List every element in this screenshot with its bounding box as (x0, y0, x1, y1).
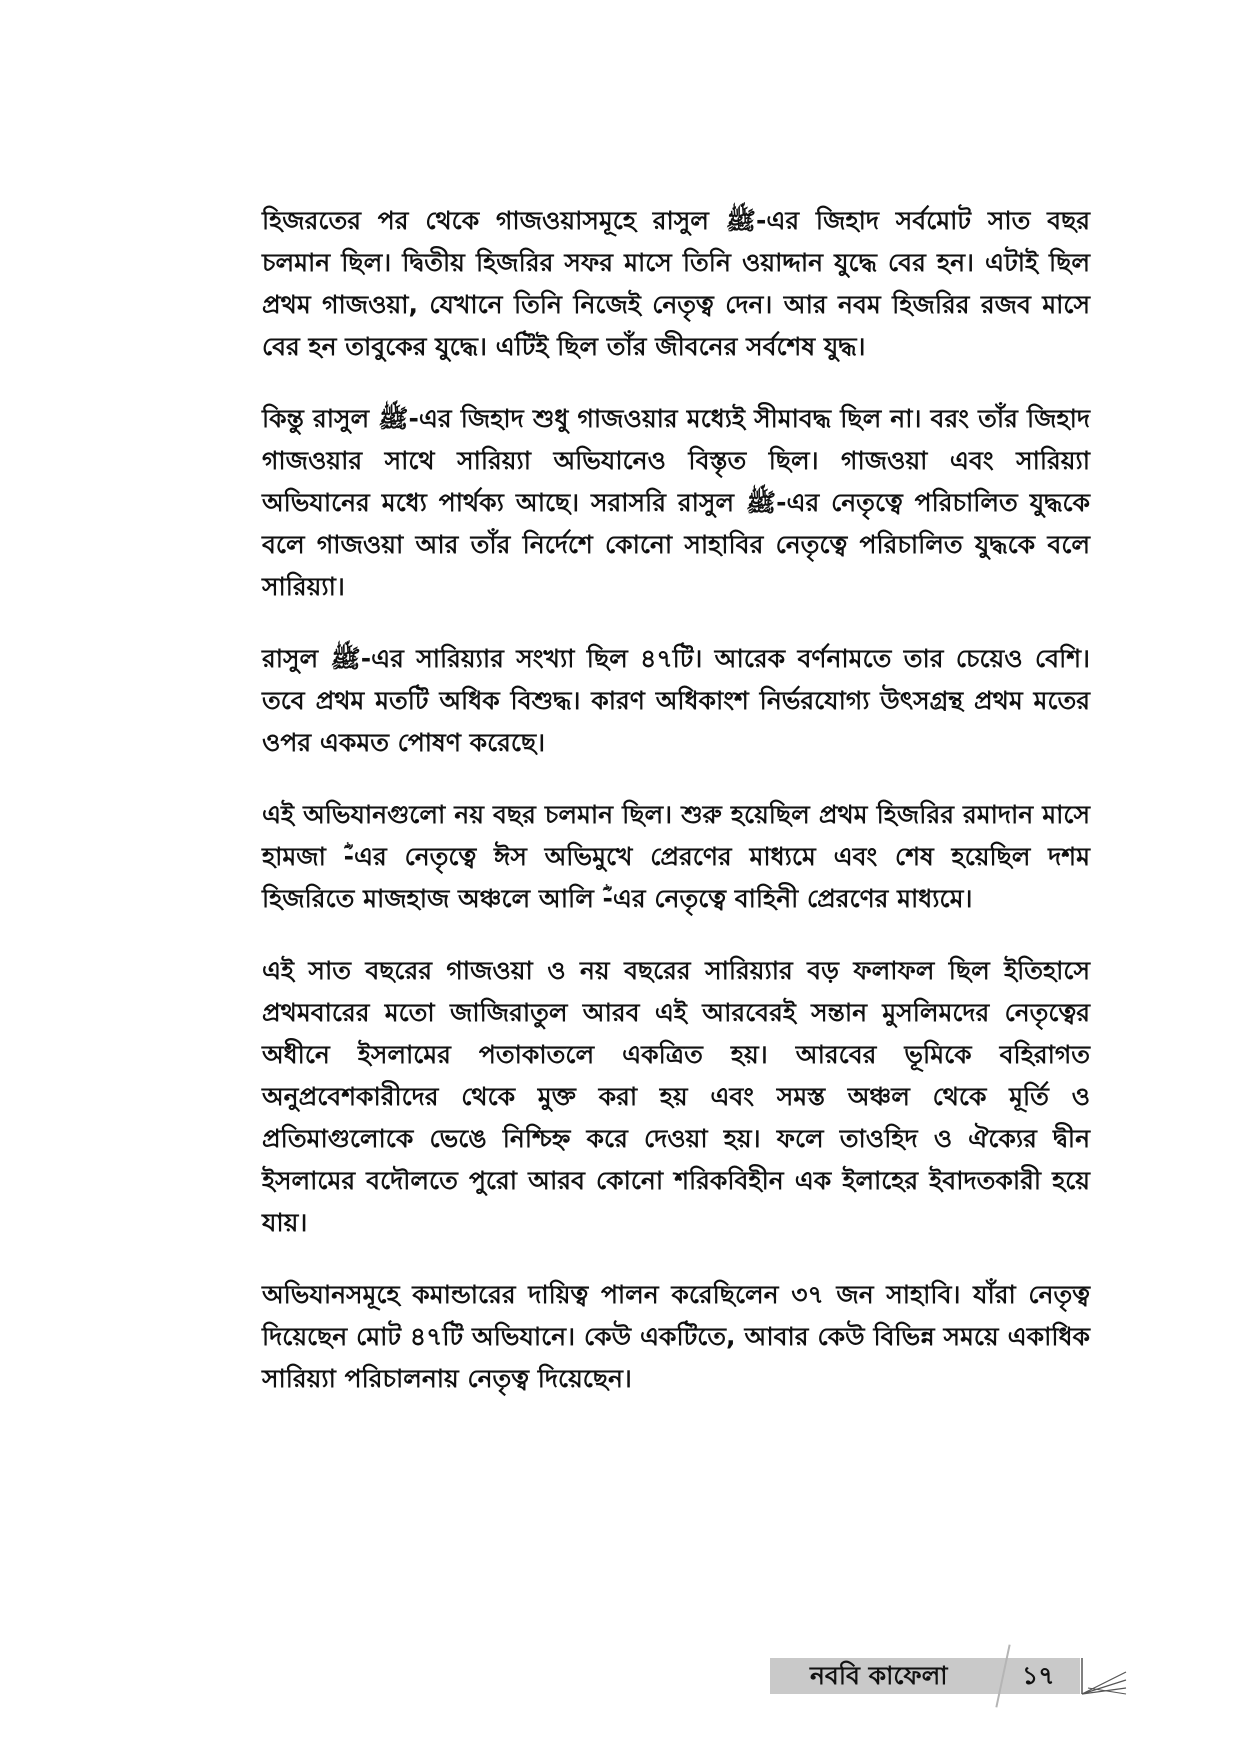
paragraph-1: হিজরতের পর থেকে গাজওয়াসমূহে রাসুল ﷺ-এর জিহাদ সর্বমোট সাত বছর চলমান ছিল। দ্বিতীয় হিজরির সফর মাসে তিনি ওয়াদ্দান যুদ্ধে বের হন। এটাই ছিল প্রথম গাজওয়া, যেখানে তিনি নিজেই নেতৃত্ব দেন। আর নবম হিজরির রজব মাসে বের হন তাবুকের যুদ্ধে। এটিই ছিল তাঁর জীবনের সর্বশেষ যুদ্ধ। (262, 206, 1090, 361)
page-footer (770, 1652, 1130, 1700)
page-corner-icon (1080, 1652, 1128, 1700)
paragraph-2: কিন্তু রাসুল ﷺ-এর জিহাদ শুধু গাজওয়ার মধ্যেই সীমাবদ্ধ ছিল না। বরং তাঁর জিহাদ গাজওয়ার সাথে সারিয়্যা অভিযানেও বিস্তৃত ছিল। গাজওয়া এবং সারিয়্যা অভিযানের মধ্যে পার্থক্য আছে। সরাসরি রাসুল ﷺ-এর নেতৃত্বে পরিচালিত যুদ্ধকে বলে গাজওয়া আর তাঁর নির্দেশে কোনো সাহাবির নেতৃত্বে পরিচালিত যুদ্ধকে বলে সারিয়্যা। (262, 404, 1090, 601)
paragraph-4: এই অভিযানগুলো নয় বছর চলমান ছিল। শুরু হয়েছিল প্রথম হিজরির রমাদান মাসে হামজা ؓ-এর নেতৃত্বে ঈস অভিমুখে প্রেরণের মাধ্যমে এবং শেষ হয়েছিল দশম হিজরিতে মাজহাজ অঞ্চলে আলি ؓ-এর নেতৃত্বে বাহিনী প্রেরণের মাধ্যমে। (262, 800, 1090, 913)
body-text (262, 200, 1090, 1430)
footer-book-title: নববি কাফেলা (810, 1661, 948, 1690)
page-number: ১৭ (1022, 1661, 1055, 1690)
paragraph-5: এই সাত বছরের গাজওয়া ও নয় বছরের সারিয়্যার বড় ফলাফল ছিল ইতিহাসে প্রথমবারের মতো জাজিরাতুল আরব এই আরবেরই সন্তান মুসলিমদের নেতৃত্বের অধীনে ইসলামের পতাকাতলে একত্রিত হয়। আরবের ভূমিকে বহিরাগত অনুপ্রবেশকারীদের থেকে মুক্ত করা হয় এবং সমস্ত অঞ্চল থেকে মূর্তি ও প্রতিমাগুলোকে ভেঙে নিশ্চিহ্ন করে দেওয়া হয়। ফলে তাওহিদ ও ঐক্যের দ্বীন ইসলামের বদৌলতে পুরো আরব কোনো শরিকবিহীন এক ইলাহের ইবাদতকারী হয়ে যায়। (262, 956, 1090, 1237)
paragraph-6: অভিযানসমূহে কমান্ডারের দায়িত্ব পালন করেছিলেন ৩৭ জন সাহাবি। যাঁরা নেতৃত্ব দিয়েছেন মোট ৪৭টি অভিযানে। কেউ একটিতে, আবার কেউ বিভিন্ন সময়ে একাধিক সারিয়্যা পরিচালনায় নেতৃত্ব দিয়েছেন। (262, 1280, 1090, 1393)
paragraph-3: রাসুল ﷺ-এর সারিয়্যার সংখ্যা ছিল ৪৭টি। আরেক বর্ণনামতে তার চেয়েও বেশি। তবে প্রথম মতটি অধিক বিশুদ্ধ। কারণ অধিকাংশ নির্ভরযোগ্য উৎসগ্রন্থ প্রথম মতের ওপর একমত পোষণ করেছে। (262, 644, 1090, 757)
